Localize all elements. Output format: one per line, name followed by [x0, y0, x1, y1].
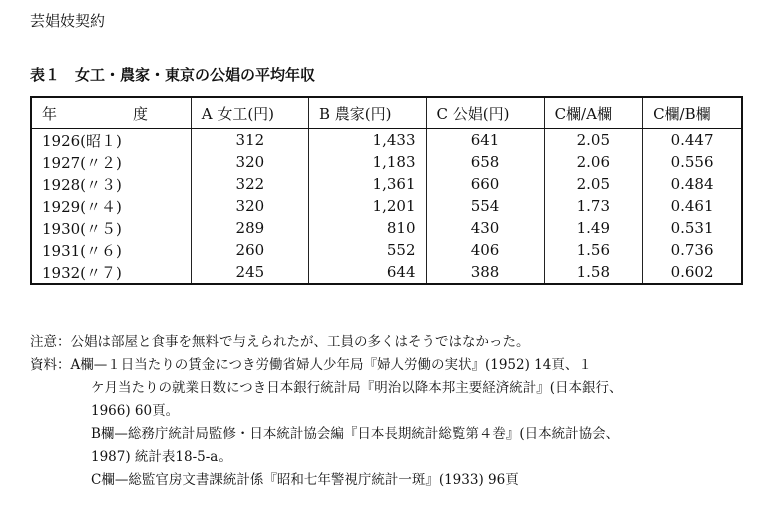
income-table [30, 96, 743, 285]
cell-cb: 0.447 [643, 129, 742, 152]
cell-year: 1926(昭１) [31, 129, 191, 152]
table-row [31, 239, 742, 261]
cell-c: 406 [426, 239, 544, 261]
cell-cb: 0.736 [643, 239, 742, 261]
cell-year: 1930(〃５) [31, 217, 191, 239]
header-year [31, 97, 191, 129]
header-ratio-cb: C欄/B欄 [643, 97, 742, 129]
header-licensed-prostitutes: C 公娼(円) [426, 97, 544, 129]
table-caption: 表１ 女工・農家・東京の公娼の平均年収 [30, 66, 316, 84]
cell-ca: 1.73 [544, 195, 643, 217]
cell-year: 1927(〃２) [31, 151, 191, 173]
cell-year: 1931(〃６) [31, 239, 191, 261]
header-ratio-ca: C欄/A欄 [544, 97, 643, 129]
cell-c: 388 [426, 261, 544, 284]
cell-ca: 1.49 [544, 217, 643, 239]
cell-c: 641 [426, 129, 544, 152]
table-row [31, 129, 742, 152]
header-female-workers: A 女工(円) [191, 97, 308, 129]
source-line-b: B欄—総務庁統計局監修・日本統計協会編『日本長期統計総覧第４巻』(日本統計協会、 [91, 426, 620, 442]
cell-b: 1,201 [309, 195, 427, 217]
source-line-a-cont: ケ月当たりの就業日数につき日本銀行統計局『明治以降本邦主要経済統計』(日本銀行、 [91, 380, 623, 396]
cell-ca: 2.05 [544, 173, 643, 195]
table-header-row [31, 97, 742, 129]
cell-c: 658 [426, 151, 544, 173]
cell-c: 660 [426, 173, 544, 195]
cell-cb: 0.556 [643, 151, 742, 173]
cell-year: 1928(〃３) [31, 173, 191, 195]
cell-a: 320 [191, 195, 308, 217]
source-line-a-end: 1966) 60頁。 [91, 403, 180, 419]
cell-ca: 2.06 [544, 151, 643, 173]
table-row [31, 195, 742, 217]
page-header: 芸娼妓契約 [30, 12, 106, 30]
header-year-right: 度 [132, 104, 148, 123]
source-line-a: 資料：A欄—１日当たりの賃金につき労働省婦人少年局『婦人労働の実状』(1952) 14頁、１ [30, 357, 592, 373]
header-year-left: 年 [42, 104, 58, 123]
header-farm-households: B 農家(円) [309, 97, 427, 129]
cell-ca: 1.56 [544, 239, 643, 261]
cell-b: 810 [309, 217, 427, 239]
cell-b: 1,433 [309, 129, 427, 152]
table-row [31, 173, 742, 195]
table-row [31, 217, 742, 239]
table-notes [30, 331, 750, 492]
cell-ca: 2.05 [544, 129, 643, 152]
cell-a: 245 [191, 261, 308, 284]
cell-b: 1,361 [309, 173, 427, 195]
cell-c: 430 [426, 217, 544, 239]
cell-year: 1932(〃７) [31, 261, 191, 284]
cell-cb: 0.484 [643, 173, 742, 195]
cell-cb: 0.531 [643, 217, 742, 239]
cell-b: 1,183 [309, 151, 427, 173]
cell-a: 312 [191, 129, 308, 152]
source-line-c: C欄—総監官房文書課統計係『昭和七年警視庁統計一斑』(1933) 96頁 [91, 472, 519, 488]
cell-a: 322 [191, 173, 308, 195]
cell-a: 320 [191, 151, 308, 173]
cell-b: 644 [309, 261, 427, 284]
note-line: 注意：公娼は部屋と食事を無料で与えられたが、工員の多くはそうではなかった。 [30, 334, 530, 350]
cell-ca: 1.58 [544, 261, 643, 284]
cell-year: 1929(〃４) [31, 195, 191, 217]
cell-a: 289 [191, 217, 308, 239]
cell-a: 260 [191, 239, 308, 261]
source-line-b-end: 1987) 統計表18-5-a。 [91, 449, 232, 465]
table-row [31, 151, 742, 173]
cell-cb: 0.602 [643, 261, 742, 284]
table-row [31, 261, 742, 284]
cell-c: 554 [426, 195, 544, 217]
cell-b: 552 [309, 239, 427, 261]
cell-cb: 0.461 [643, 195, 742, 217]
